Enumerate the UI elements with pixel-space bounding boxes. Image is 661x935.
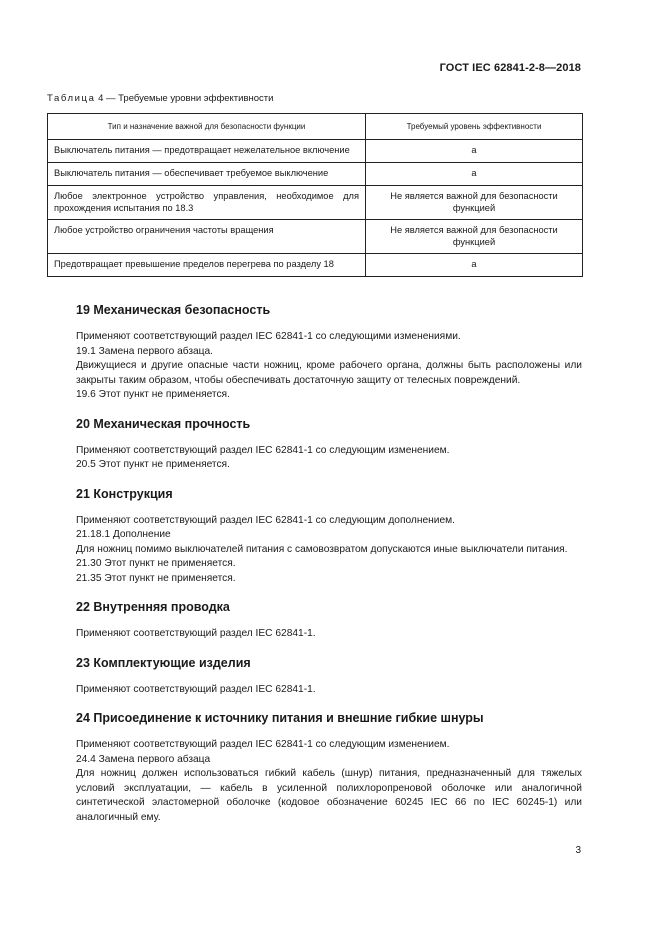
paragraph: 21.18.1 Дополнение xyxy=(76,529,171,540)
section-title: 19 Механическая безопасность xyxy=(76,303,271,317)
efficiency-table xyxy=(47,113,583,277)
paragraph: 21.30 Этот пункт не применяется. xyxy=(76,558,236,569)
section-title: 21 Конструкция xyxy=(76,486,173,501)
section-24 xyxy=(76,710,582,825)
table-cell: Выключатель питания — обеспечивает требуемое выключение xyxy=(48,163,366,186)
paragraph: Применяют соответствующий раздел IEC 62841-1. xyxy=(76,628,316,639)
table-cell: а xyxy=(366,163,583,186)
paragraph: Для ножниц помимо выключателей питания с самовозвратом допускаются иные выключатели питания. xyxy=(76,543,568,555)
table-row xyxy=(48,220,583,254)
paragraph: Применяют соответствующий раздел IEC 62841-1 со следующими изменениями. xyxy=(76,331,461,342)
paragraph: 24.4 Замена первого абзаца xyxy=(76,753,211,765)
paragraph-wrap xyxy=(76,767,582,825)
paragraph: Применяют соответствующий раздел IEC 62841-1 со следующим изменением. xyxy=(76,444,450,456)
table-caption-text: 4 — Требуемые уровни эффективности xyxy=(95,93,274,104)
page-number: 3 xyxy=(575,845,581,856)
paragraph: Движущиеся и другие опасные части ножниц, кроме рабочего органа, должны быть расположены или закрыты таким образом, чтобы обеспечивать достаточную защиту от телесных повреждений. xyxy=(76,360,582,386)
column-header-level: Требуемый уровень эффективности xyxy=(366,114,583,140)
paragraph: Применяют соответствующий раздел IEC 62841-1. xyxy=(76,683,316,695)
table-cell: а xyxy=(366,254,583,277)
paragraph: Для ножниц должен использоваться гибкий кабель (шнур) питания, предназначенный для тяжелых условий эксплуатации, — кабель в усиленной полихлоропреновой оболочке или аналогичной синтетической эластомерной оболочке (кодовое обозначение 60245 IEC 66 по IEC 60245-1) или аналогичный ему. xyxy=(76,768,582,823)
section-21 xyxy=(76,486,582,587)
paragraph: 19.6 Этот пункт не применяется. xyxy=(76,389,230,400)
column-header-function: Тип и назначение важной для безопасности функции xyxy=(48,114,366,140)
paragraph-wrap xyxy=(76,543,582,558)
section-20 xyxy=(76,416,582,473)
table-cell: Не является важной для безопасности функцией xyxy=(366,220,583,254)
table-row xyxy=(48,186,583,220)
section-title: 22 Внутренняя проводка xyxy=(76,600,230,614)
table-header-row xyxy=(48,114,583,140)
section-title: 23 Комплектующие изделия xyxy=(76,655,251,670)
table-row xyxy=(48,140,583,163)
table-cell: Предотвращает превышение пределов перегрева по разделу 18 xyxy=(48,254,366,277)
table-row xyxy=(48,254,583,277)
paragraph: 21.35 Этот пункт не применяется. xyxy=(76,572,236,584)
table-cell: а xyxy=(366,140,583,163)
table-cell: Выключатель питания — предотвращает нежелательное включение xyxy=(48,140,366,163)
section-23 xyxy=(76,655,582,698)
section-19 xyxy=(76,302,582,403)
table-caption xyxy=(47,93,273,104)
table-caption-label: Таблица xyxy=(47,93,96,104)
paragraph: Применяют соответствующий раздел IEC 62841-1 со следующим изменением. xyxy=(76,739,450,750)
section-title: 24 Присоединение к источнику питания и внешние гибкие шнуры xyxy=(76,711,484,725)
paragraph-wrap xyxy=(48,359,582,388)
table-cell: Любое устройство ограничения частоты вращения xyxy=(48,220,366,254)
document-body xyxy=(76,302,582,838)
table-cell: Любое электронное устройство управления, необходимое для прохождения испытания по 18.3 xyxy=(48,186,366,220)
document-id: ГОСТ IEC 62841-2-8—2018 xyxy=(439,62,581,74)
section-22 xyxy=(76,599,582,642)
paragraph: 20.5 Этот пункт не применяется. xyxy=(76,459,230,470)
paragraph: 19.1 Замена первого абзаца. xyxy=(76,345,214,357)
paragraph: Применяют соответствующий раздел IEC 62841-1 со следующим дополнением. xyxy=(76,514,455,526)
table-cell: Не является важной для безопасности функцией xyxy=(366,186,583,220)
section-title: 20 Механическая прочность xyxy=(76,416,251,431)
table-row xyxy=(48,163,583,186)
